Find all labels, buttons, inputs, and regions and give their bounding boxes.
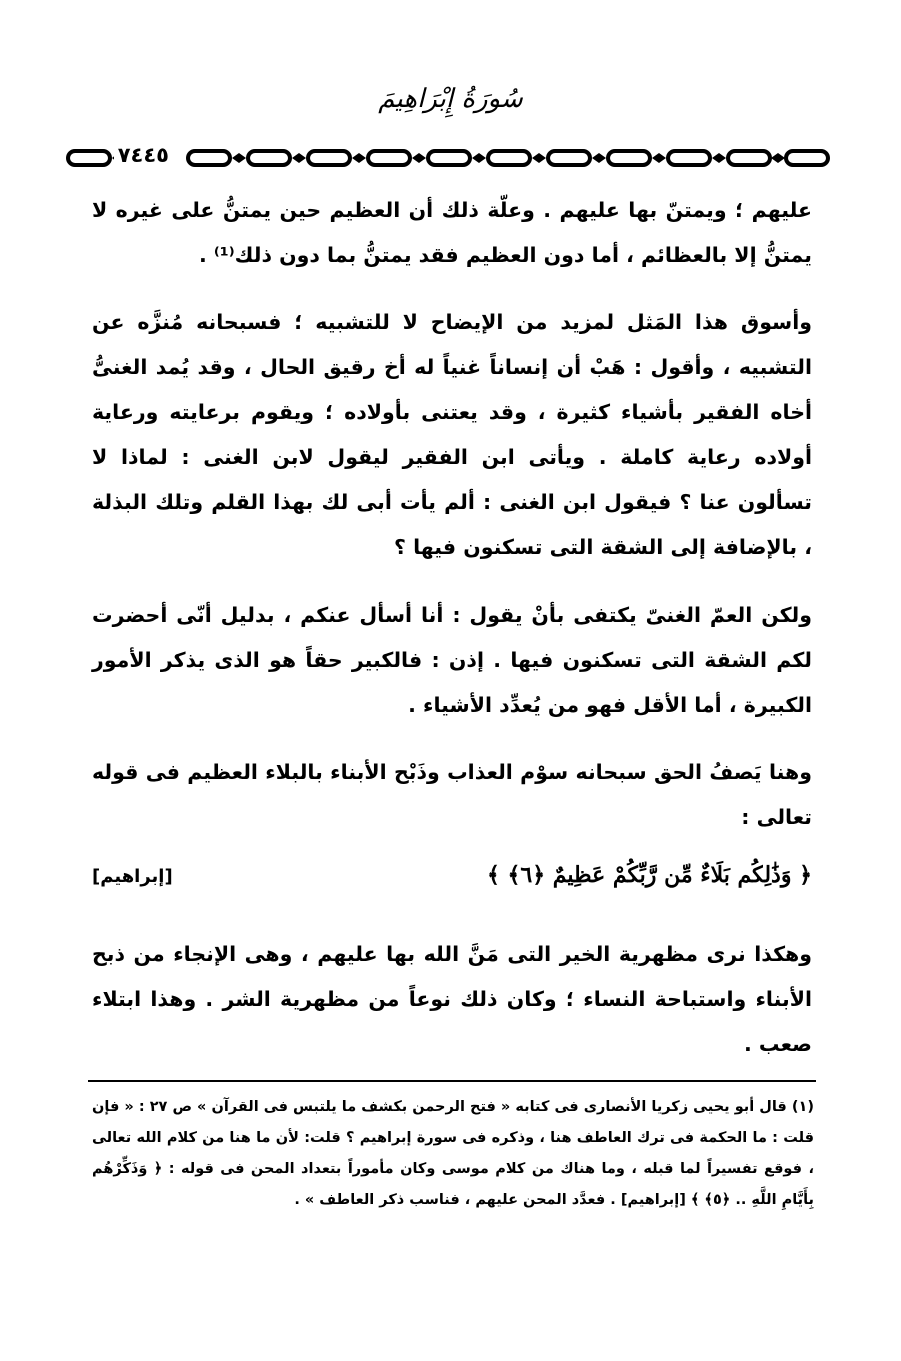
verse-reference: [إبراهيم] bbox=[92, 866, 173, 887]
surah-title: سُورَةُ إِبْرَاهِيمَ bbox=[378, 84, 523, 114]
quran-verse: ﴿ وَذَٰلِكُم بَلَاءٌ مِّن رَّبِّكُمْ عَظِيمٌ ﴿٦﴾ ﴾ bbox=[486, 862, 812, 888]
footnote: (١) قال أبو يحيى زكريا الأنصارى فى كتابه « فتح الرحمن بكشف ما يلتبس فى القرآن » ص ٢٧ : « فإن قلت : ما الحكمة فى ترك العاطف هنا ، وذكره فى سورة إبراهيم ؟ قلت: لأن ما هنا من كلام الله تعالى ، فوقع تفسيراً لما قبله ، وما هناك من كلام موسى وكان مأموراً بتعداد المحن فى قوله : ﴿ وَذَكِّرْهُم بِأَيَّامِ اللَّهِ .. ﴿٥﴾ ﴾ [إبراهيم] . فعدَّد المحن عليهم ، فناسب ذكر العاطف » . bbox=[92, 1099, 814, 1208]
paragraph: عليهم ؛ ويمتنّ بها عليهم . وعلّة ذلك أن العظيم حين يمتنُّ على غيره لا يمتنُّ إلا بالعظائم ، أما دون العظيم فقد يمتنُّ بما دون ذلك⁽¹⁾ . bbox=[92, 198, 812, 267]
quran-verse-row bbox=[92, 862, 812, 906]
page-number: ٧٤٤٥ bbox=[114, 143, 173, 167]
decorative-border-icon bbox=[64, 146, 832, 170]
footnote-divider bbox=[88, 1080, 816, 1082]
paragraph: وأسوق هذا المَثل لمزيد من الإيضاح لا للتشبيه ؛ فسبحانه مُنزَّه عن التشبيه ، وأقول : هَبْ أن إنساناً غنياً له أخ رقيق الحال ، وقد يُمد الغنىُّ أخاه الفقير بأشياء كثيرة ، وقد يعتنى بأولاده ؛ ويقوم برعايته ورعاية أولاده رعاية كاملة . ويأتى ابن الفقير ليقول لابن الغنى : لماذا لا تسألون عنا ؟ فيقول ابن الغنى : ألم يأت أبى لك بهذا القلم وتلك البذلة ، بالإضافة إلى الشقة التى تسكنون فيها ؟ bbox=[92, 310, 812, 559]
paragraph: ولكن العمّ الغنىّ يكتفى بأنْ يقول : أنا أسأل عنكم ، بدليل أنّى أحضرت لكم الشقة التى تسكنون فيها . إذن : فالكبير حقاً هو الذى يذكر الأمور الكبيرة ، أما الأقل فهو من يُعدِّد الأشياء . bbox=[92, 603, 812, 717]
paragraph: وهنا يَصفُ الحق سبحانه سوْم العذاب وذَبْح الأبناء بالبلاء العظيم فى قوله تعالى : bbox=[92, 760, 812, 829]
paragraph: وهكذا نرى مظهرية الخير التى مَنَّ الله بها عليهم ، وهى الإنجاء من ذبح الأبناء واستباحة النساء ؛ وكان ذلك نوعاً من مظهرية الشر . وهذا ابتلاء صعب . bbox=[92, 942, 812, 1056]
